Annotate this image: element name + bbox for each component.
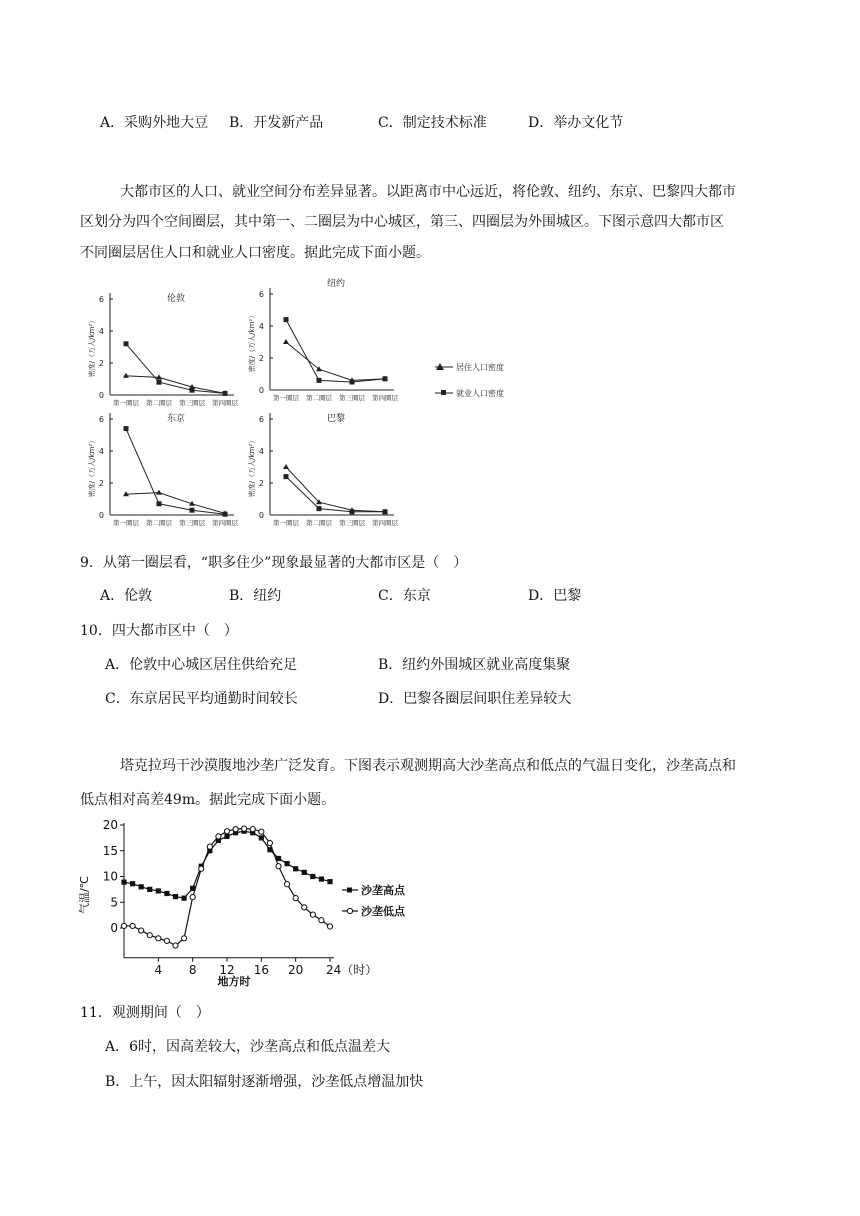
square-point <box>350 380 355 385</box>
density-panel-2 <box>87 412 239 527</box>
temp-ylabel: 气温/℃ <box>78 875 91 915</box>
category-label: 第二圈层 <box>146 519 172 527</box>
temp-xlabel: 地方时 <box>217 975 251 988</box>
legend-residential: 居住人口密度 <box>456 363 504 372</box>
high-point <box>293 866 298 871</box>
high-point <box>173 894 178 899</box>
high-point <box>224 834 229 839</box>
square-point <box>383 376 388 381</box>
category-label: 第一圈层 <box>113 519 139 527</box>
y-tick-label: 2 <box>258 354 264 363</box>
low-point <box>267 840 272 845</box>
low-point <box>147 933 152 938</box>
y-tick-label: 6 <box>258 415 264 424</box>
intro2-line1: 塔克拉玛干沙漠腹地沙垄广泛发育。下图表示观测期高大沙垄高点和低点的气温日变化，沙垄高点和 <box>120 758 736 774</box>
legend-employment: 就业人口密度 <box>456 389 504 398</box>
y-tick-label: 2 <box>98 359 104 368</box>
temp-y-tick-label: 20 <box>102 818 118 832</box>
density-panel-0 <box>87 292 239 407</box>
series-line-0 <box>126 493 225 514</box>
legend-square-marker <box>441 390 446 395</box>
y-tick-label: 0 <box>258 386 264 395</box>
low-point <box>181 936 186 941</box>
panel-title: 东京 <box>166 414 186 424</box>
category-label: 第一圈层 <box>273 519 299 527</box>
high-point <box>284 861 289 866</box>
panel-ylabel: 密度/（万人/km²） <box>248 311 256 373</box>
temp-y-tick-label: 0 <box>110 921 118 935</box>
low-point <box>207 844 212 849</box>
option-10d: D．巴黎各圈层间职住差异较大 <box>378 691 572 707</box>
y-tick-label: 6 <box>98 415 104 424</box>
low-point <box>121 923 126 928</box>
y-tick-label: 0 <box>98 511 104 520</box>
option-8d: D．举办文化节 <box>528 115 624 131</box>
legend <box>435 362 504 398</box>
low-point <box>156 936 161 941</box>
temp-x-tick-label: 24（时） <box>326 962 378 977</box>
y-tick-label: 4 <box>258 322 264 331</box>
category-label: 第三圈层 <box>179 399 205 407</box>
panel-title: 巴黎 <box>326 414 346 424</box>
category-label: 第四圈层 <box>212 399 238 407</box>
y-tick-label: 4 <box>258 447 264 456</box>
category-label: 第四圈层 <box>212 519 238 527</box>
series-line-1 <box>126 344 225 394</box>
intro1-line2: 区划分为四个空间圈层，其中第一、二圈层为中心城区，第三、四圈层为外围城区。下图示意四大都市区 <box>80 214 724 230</box>
low-point <box>173 943 178 948</box>
intro2-line2: 低点相对高差49m。据此完成下面小题。 <box>80 792 336 808</box>
low-point <box>164 938 169 943</box>
square-point <box>284 474 289 479</box>
option-11b: B．上午，因太阳辐射逐渐增强，沙垄低点增温加快 <box>105 1074 424 1090</box>
low-point <box>250 827 255 832</box>
category-label: 第四圈层 <box>372 519 398 527</box>
panel-title: 纽约 <box>326 279 346 289</box>
series-line-0 <box>126 376 225 394</box>
square-point <box>124 341 129 346</box>
series-line-1 <box>126 429 225 515</box>
intro1-line3: 不同圈层居住人口和就业人口密度。据此完成下面小题。 <box>80 245 430 261</box>
low-point <box>139 928 144 933</box>
category-label: 第三圈层 <box>339 519 365 527</box>
intro1-line1: 大都市区的人口、就业空间分布差异显著。以距离市中心远近，将伦敦、纽约、东京、巴黎四大都市 <box>120 184 736 200</box>
category-label: 第三圈层 <box>179 519 205 527</box>
category-label: 第二圈层 <box>306 519 332 527</box>
temp-x-tick-label: 16 <box>253 962 269 977</box>
y-tick-label: 4 <box>98 447 104 456</box>
triangle-point <box>283 339 289 344</box>
low-point <box>242 826 247 831</box>
square-point <box>190 388 195 393</box>
series-line-1 <box>286 320 385 382</box>
panel-title: 伦敦 <box>166 294 186 304</box>
high-point <box>121 880 126 885</box>
option-9c: C．东京 <box>378 588 431 604</box>
temp-y-tick-label: 10 <box>102 869 118 884</box>
square-point <box>317 506 322 511</box>
low-point <box>293 896 298 901</box>
triangle-point <box>156 490 162 495</box>
square-point <box>284 317 289 322</box>
square-point <box>190 508 195 513</box>
temp-x-tick-label: 8 <box>188 962 197 977</box>
temp-y-tick-label: 15 <box>102 843 118 858</box>
y-tick-label: 6 <box>98 295 104 304</box>
option-9b: B．纽约 <box>229 588 282 604</box>
triangle-point <box>123 373 129 378</box>
option-8c: C．制定技术标准 <box>378 115 487 131</box>
option-8a: A．采购外地大豆 <box>100 115 209 131</box>
series-line-0 <box>286 467 385 512</box>
high-point <box>319 876 324 881</box>
legend-high-label: 沙垄高点 <box>361 884 405 897</box>
low-point <box>130 923 135 928</box>
high-point <box>181 896 186 901</box>
option-10a: A．伦敦中心城区居住供给充足 <box>105 657 298 673</box>
panel-ylabel: 密度/（万人/km²） <box>248 436 256 498</box>
y-tick-label: 2 <box>98 479 104 488</box>
low-point <box>259 829 264 834</box>
category-label: 第三圈层 <box>339 394 365 402</box>
y-tick-label: 4 <box>98 327 104 336</box>
temp-series-line-0 <box>124 831 330 898</box>
square-point <box>124 426 129 431</box>
temp-legend <box>342 883 406 918</box>
temp-x-tick-label: 20 <box>288 962 304 977</box>
category-label: 第四圈层 <box>372 394 398 402</box>
high-point <box>302 870 307 875</box>
legend-low-marker <box>347 908 352 913</box>
low-point <box>310 912 315 917</box>
option-8b: B．开发新产品 <box>229 115 324 131</box>
temp-y-tick-label: 5 <box>110 895 118 910</box>
density-panel-3 <box>247 412 399 527</box>
low-point <box>190 895 195 900</box>
q10-stem: 10．四大都市区中（ ） <box>80 623 238 639</box>
low-point <box>216 834 221 839</box>
legend-high-marker <box>347 888 352 893</box>
triangle-point <box>283 464 289 469</box>
q11-stem: 11．观测期间（ ） <box>80 1005 210 1021</box>
high-point <box>259 835 264 840</box>
high-point <box>147 887 152 892</box>
category-label: 第一圈层 <box>273 394 299 402</box>
square-point <box>350 509 355 514</box>
high-point <box>327 879 332 884</box>
low-point <box>327 924 332 929</box>
square-point <box>223 512 228 517</box>
category-label: 第二圈层 <box>146 399 172 407</box>
density-figure <box>80 280 520 542</box>
low-point <box>199 866 204 871</box>
panel-ylabel: 密度/（万人/km²） <box>88 316 96 378</box>
high-point <box>156 888 161 893</box>
low-point <box>276 864 281 869</box>
category-label: 第一圈层 <box>113 399 139 407</box>
high-point <box>139 884 144 889</box>
option-10b: B．纽约外围城区就业高度集聚 <box>378 657 571 673</box>
density-panel-1 <box>247 277 399 402</box>
square-point <box>383 509 388 514</box>
y-tick-label: 0 <box>258 511 264 520</box>
square-point <box>157 380 162 385</box>
high-point <box>130 881 135 886</box>
y-tick-label: 0 <box>98 391 104 400</box>
option-9a: A．伦敦 <box>100 588 153 604</box>
low-point <box>319 918 324 923</box>
low-point <box>302 905 307 910</box>
category-label: 第二圈层 <box>306 394 332 402</box>
square-point <box>157 501 162 506</box>
square-point <box>317 378 322 383</box>
q9-stem: 9．从第一圈层看，“职多住少”现象最显著的大都市区是（ ） <box>80 555 468 571</box>
panel-ylabel: 密度/（万人/km²） <box>88 436 96 498</box>
option-11a: A．6时，因高差较大，沙垄高点和低点温差大 <box>105 1039 391 1055</box>
high-point <box>310 874 315 879</box>
low-point <box>224 829 229 834</box>
temp-x-tick-label: 4 <box>154 962 163 977</box>
y-tick-label: 2 <box>258 479 264 488</box>
low-point <box>284 882 289 887</box>
option-9d: D．巴黎 <box>528 588 582 604</box>
temp-series-line-1 <box>124 829 330 946</box>
temp-x-tick-label: 12 <box>219 962 235 977</box>
temperature-chart <box>80 815 440 990</box>
low-point <box>233 827 238 832</box>
legend-low-label: 沙垄低点 <box>361 905 405 918</box>
square-point <box>223 391 228 396</box>
y-tick-label: 6 <box>258 290 264 299</box>
option-10c: C．东京居民平均通勤时间较长 <box>105 691 298 707</box>
high-point <box>164 891 169 896</box>
